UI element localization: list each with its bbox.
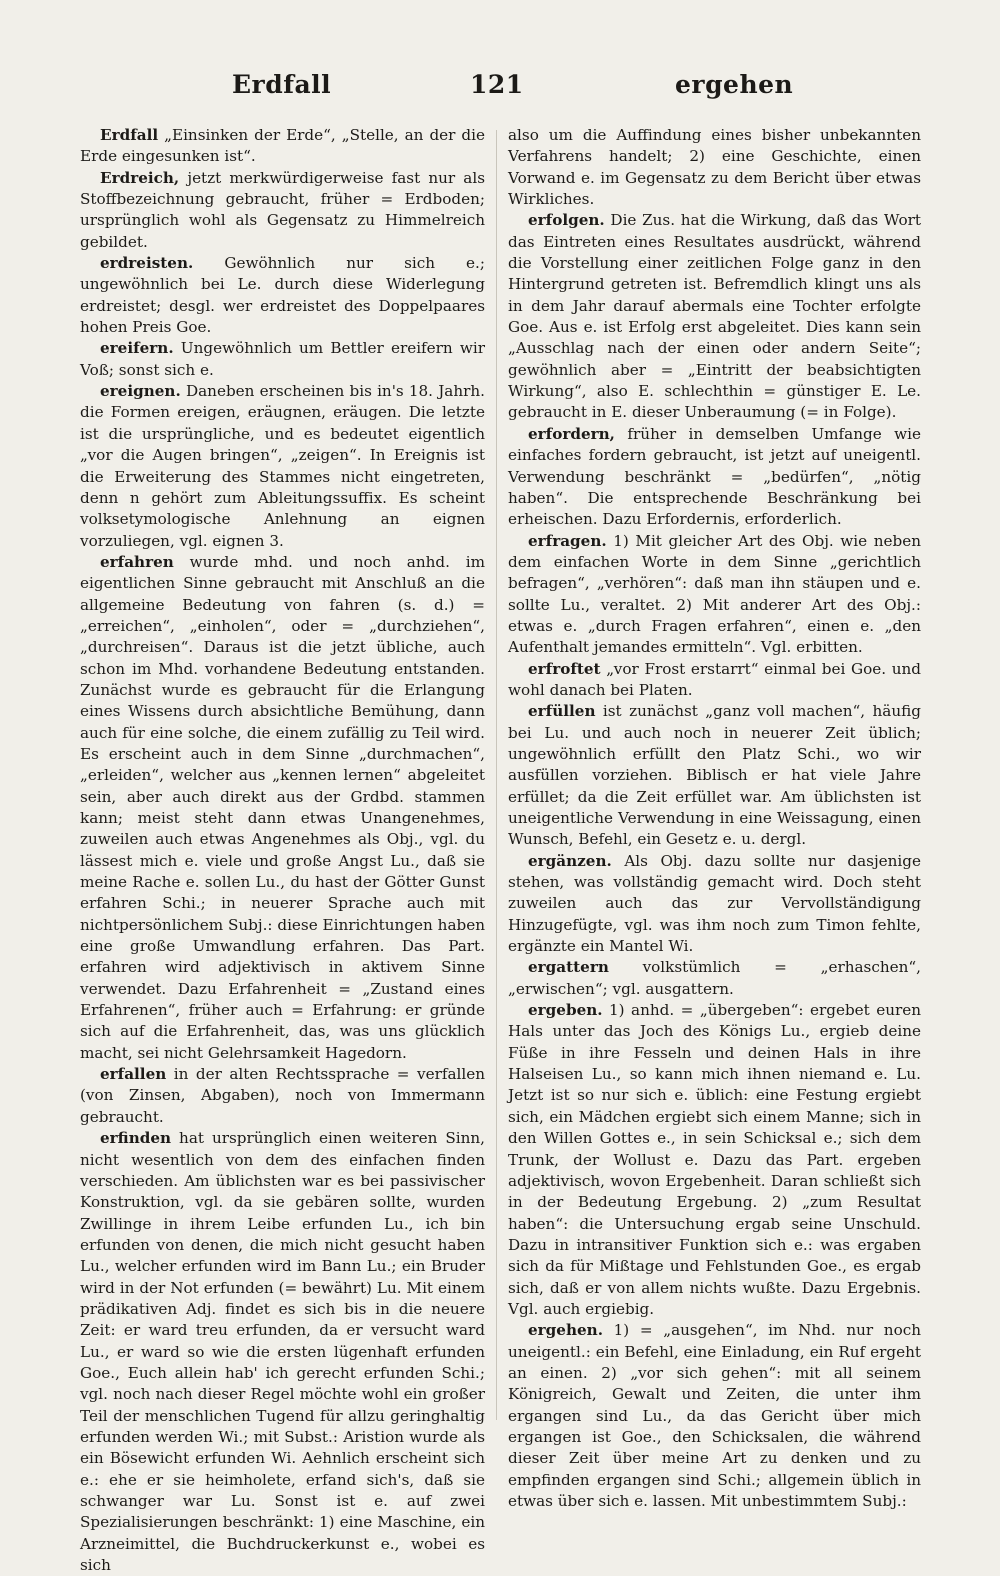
- entry-text: hat ursprünglich einen weiteren Sinn, nicht wesentlich von dem des einfachen finden verschieden. Am üblichsten war es bei passivischer Konstruktion, vgl. da sie gebären sollte, wurden Zwillinge in ihrem Leibe erfunden Lu., ich bin erfunden von denen, die mich nicht gesucht haben Lu., welcher erfunden wird im Bann Lu.; ein Bruder wird in der Not erfunden (= bewährt) Lu. Mit einem prädikativen Adj. findet es sich bis in die neuere Zeit: er ward treu erfunden, da er versucht ward Lu., er ward so wie die ersten lügenhaft erfunden Goe., Euch allein hab' ich gerecht erfunden Schi.; vgl. noch nach dieser Regel möchte wohl ein großer Teil der menschlichen Tugend für allzu geringhaltig erfunden werden Wi.; mit Subst.: Aristion wurde als ein Bösewicht erfunden Wi. Aehnlich erscheint sich e.: ehe er sie heimholete, erfand sich's, daß sie schwanger war Lu. Sonst ist e. auf zwei Spezialisierungen beschränkt: 1) eine Maschine, ein Arzneimittel, die Buchdruckerkunst e., wobei es sich: [80, 1129, 485, 1575]
- column-divider: [496, 130, 497, 1420]
- dictionary-entry: [508, 424, 921, 531]
- entry-headword: erfroftet: [528, 659, 601, 678]
- dictionary-entry: [80, 381, 485, 552]
- entry-text: Ungewöhnlich um Bettler ereifern wir Voß; sonst sich e.: [80, 339, 485, 379]
- dictionary-entry: [508, 701, 921, 850]
- entry-headword: erfragen.: [528, 531, 607, 550]
- entry-text: Die Zus. hat die Wirkung, daß das Wort das Eintreten eines Resultates ausdrückt, während die Vorstellung einer zeitlichen Folge ganz in den Hintergrund getreten ist. Befremdlich klingt uns als in dem Jahr darauf abermals eine Tochter erfolgte Goe. Aus e. ist Erfolg erst abgeleitet. Dies kann sein „Ausschlag nach der einen oder andern Seite“; gewöhnlich aber = „Eintritt der beabsichtigten Wirkung“, also E. schlechthin = günstiger E. Le. gebraucht in E. dieser Unberaumung (= in Folge).: [508, 211, 921, 422]
- entry-text: Gewöhnlich nur sich e.; ungewöhnlich bei Le. durch diese Widerlegung erdreistet; desgl. wer erdreistet des Doppelpaares hohen Preis Goe.: [80, 254, 485, 337]
- dictionary-entry: [80, 1128, 485, 1576]
- entry-headword: Erdfall: [100, 126, 159, 144]
- entry-headword: ergänzen.: [528, 851, 612, 870]
- dictionary-entry: [508, 531, 921, 659]
- dictionary-entry: [80, 253, 485, 338]
- entry-headword: erfordern,: [528, 424, 615, 443]
- entry-headword: Erdreich,: [100, 168, 180, 187]
- entry-text: volkstümlich = „erhaschen“, „erwischen“; vgl. ausgattern.: [508, 958, 921, 998]
- entry-text: 1) = „ausgehen“, im Nhd. nur noch uneigentl.: ein Befehl, eine Einladung, ein Ruf ergeht an einen. 2) „vor sich gehen“: mit all seinem Königreich, Gewalt und Zeiten, die unter ihm ergangen sind Lu., da das Gericht über mich ergangen ist Goe., den Schicksalen, die während dieser Zeit über meine Art zu denken und zu empfinden ergangen sind Schi.; allgemein üblich in etwas über sich e. lassen. Mit unbestimmtem Subj.:: [508, 1321, 921, 1510]
- entry-text: ist zunächst „ganz voll machen“, häufig bei Lu. und auch noch in neuerer Zeit üblich; ungewöhnlich erfüllt den Platz Schi., wo wir ausfüllen vorziehen. Biblisch er hat viele Jahre erfüllet; da die Zeit erfüllet war. Am üblichsten ist uneigentliche Verwendung in eine Weissagung, einen Wunsch, Befehl, ein Gesetz e. u. dergl.: [508, 702, 921, 849]
- running-head-left: Erdfall: [232, 70, 332, 99]
- entry-headword: ereignen.: [100, 382, 181, 401]
- entry-text: 1) Mit gleicher Art des Obj. wie neben dem einfachen Worte in dem Sinne „gerichtlich befragen“, „verhören“: daß man ihn stäupen und e. sollte Lu., veraltet. 2) Mit anderer Art des Obj.: etwas e. „durch Fragen erfahren“, einen e. „den Aufenthalt jemandes ermitteln“. Vgl. erbitten.: [508, 531, 921, 657]
- dictionary-entry: [80, 552, 485, 1064]
- entry-text: in der alten Rechtssprache = verfallen (von Zinsen, Abgaben), noch von Immermann gebraucht.: [80, 1065, 485, 1126]
- running-head-right: ergehen: [675, 70, 794, 99]
- dictionary-entry: [508, 659, 921, 702]
- dictionary-entry: [80, 125, 485, 168]
- dictionary-entry: [508, 851, 921, 958]
- entry-headword: erfolgen.: [528, 211, 605, 230]
- entry-headword: erfahren: [100, 552, 174, 571]
- entry-text: 1) anhd. = „übergeben“: ergebet euren Hals unter das Joch des Königs Lu., ergieb deine Füße in ihre Fesseln und deinen Hals in ihre Halseisen Lu., so kann mich ihnen niemand e. Lu. Jetzt ist so nur sich e. üblich: eine Festung ergiebt sich, ein Mädchen ergiebt sich einem Manne; sich in den Willen Gottes e., in sein Schicksal e.; sich dem Trunk, der Wollust e. Dazu das Part. ergeben adjektivisch, wovon Ergebenheit. Daran schließt sich in der Bedeutung Ergebung. 2) „zum Resultat haben“: die Untersuchung ergab seine Unschuld. Dazu in intransitiver Funktion sich e.: was ergaben sich da für Mißtage und Fehlstunden Goe., es ergab sich, daß er von allem nichts wußte. Dazu Ergebnis. Vgl. auch ergiebig.: [508, 1001, 921, 1318]
- entry-text: „Einsinken der Erde“, „Stelle, an der die Erde eingesunken ist“.: [80, 126, 485, 166]
- dictionary-entry: [508, 957, 921, 1000]
- entry-headword: ergattern: [528, 958, 609, 977]
- entry-text: Daneben erscheinen bis in's 18. Jahrh. die Formen ereigen, eräugnen, eräugen. Die letzte ist die ursprüngliche, und es bedeutet eigentlich „vor die Augen bringen“, „zeigen“. In Ereignis ist die Erweiterung des Stammes nicht eingetreten, denn n gehört zum Ableitungssuffix. Es scheint volksetymologische Anlehnung an eignen vorzuliegen, vgl. eignen 3.: [80, 382, 485, 550]
- entry-text: Als Obj. dazu sollte nur dasjenige stehen, was vollständig gemacht wird. Doch steht zuweilen auch das zur Vervollständigung Hinzugefügte, vgl. was ihm noch zum Timon fehlte, ergänzte ein Mantel Wi.: [508, 851, 921, 956]
- entry-text: „vor Frost erstarrt“ einmal bei Goe. und wohl danach bei Platen.: [508, 659, 921, 699]
- dictionary-entry: [80, 338, 485, 381]
- entry-text: früher in demselben Umfange wie einfaches fordern gebraucht, ist jetzt auf uneigentl. Verwendung beschränkt = „bedürfen“, „nötig haben“. Die entsprechende Beschränkung bei erheischen. Dazu Erfordernis, erforderlich.: [508, 424, 921, 529]
- entry-headword: erfinden: [100, 1129, 172, 1148]
- dictionary-entry: [508, 210, 921, 423]
- dictionary-entry: [508, 125, 921, 210]
- entry-headword: ereifern.: [100, 339, 174, 358]
- entry-headword: ergeben.: [528, 1001, 603, 1020]
- entry-text: wurde mhd. und noch anhd. im eigentlichen Sinne gebraucht mit Anschluß an die allgemeine Bedeutung von fahren (s. d.) = „erreichen“, „einholen“, oder = „durchziehen“, „durchreisen“. Daraus ist die jetzt übliche, auch schon im Mhd. vorhandene Bedeutung entstanden. Zunächst wurde es gebraucht für die Erlangung eines Wissens durch absichtliche Bemühung, dann auch für eine solche, die einem zufällig zu Teil wird. Es erscheint auch in dem Sinne „durchmachen“, „erleiden“, welcher aus „kennen lernen“ abgeleitet sein, aber auch direkt aus der Grdbd. stammen kann; meist steht dann etwas Unangenehmes, zuweilen auch etwas Angenehmes als Obj., vgl. du lässest mich e. viele und große Angst Lu., daß sie meine Rache e. sollen Lu., du hast der Götter Gunst erfahren Schi.; in neuerer Sprache auch mit nichtpersönlichem Subj.: diese Einrichtungen haben eine große Umwandlung erfahren. Das Part. erfahren wird adjektivisch in aktivem Sinne verwendet. Dazu Erfahrenheit = „Zustand eines Erfahrenen“, früher auch = Erfahrung: er gründe sich auf die Erfahrenheit, das, was uns glücklich macht, sei nicht Gelehrsamkeit Hagedorn.: [80, 552, 485, 1062]
- right-column: [508, 125, 921, 1512]
- page-number: 121: [470, 70, 524, 99]
- entry-text: jetzt merkwürdigerweise fast nur als Stoffbezeichnung gebraucht, früher = Erdboden; ursprünglich wohl als Gegensatz zu Himmelreich gebildet.: [80, 168, 485, 251]
- entry-text: also um die Auffindung eines bisher unbekannten Verfahrens handelt; 2) eine Geschichte, einen Vorwand e. im Gegensatz zu dem Bericht über etwas Wirkliches.: [508, 126, 921, 209]
- entry-headword: ergehen.: [528, 1321, 603, 1340]
- dictionary-entry: [508, 1000, 921, 1320]
- entry-headword: erfallen: [100, 1065, 167, 1084]
- left-column: [80, 125, 485, 1576]
- dictionary-entry: [508, 1320, 921, 1512]
- dictionary-entry: [80, 1064, 485, 1128]
- dictionary-entry: [80, 168, 485, 253]
- entry-headword: erfüllen: [528, 702, 596, 721]
- entry-headword: erdreisten.: [100, 254, 194, 273]
